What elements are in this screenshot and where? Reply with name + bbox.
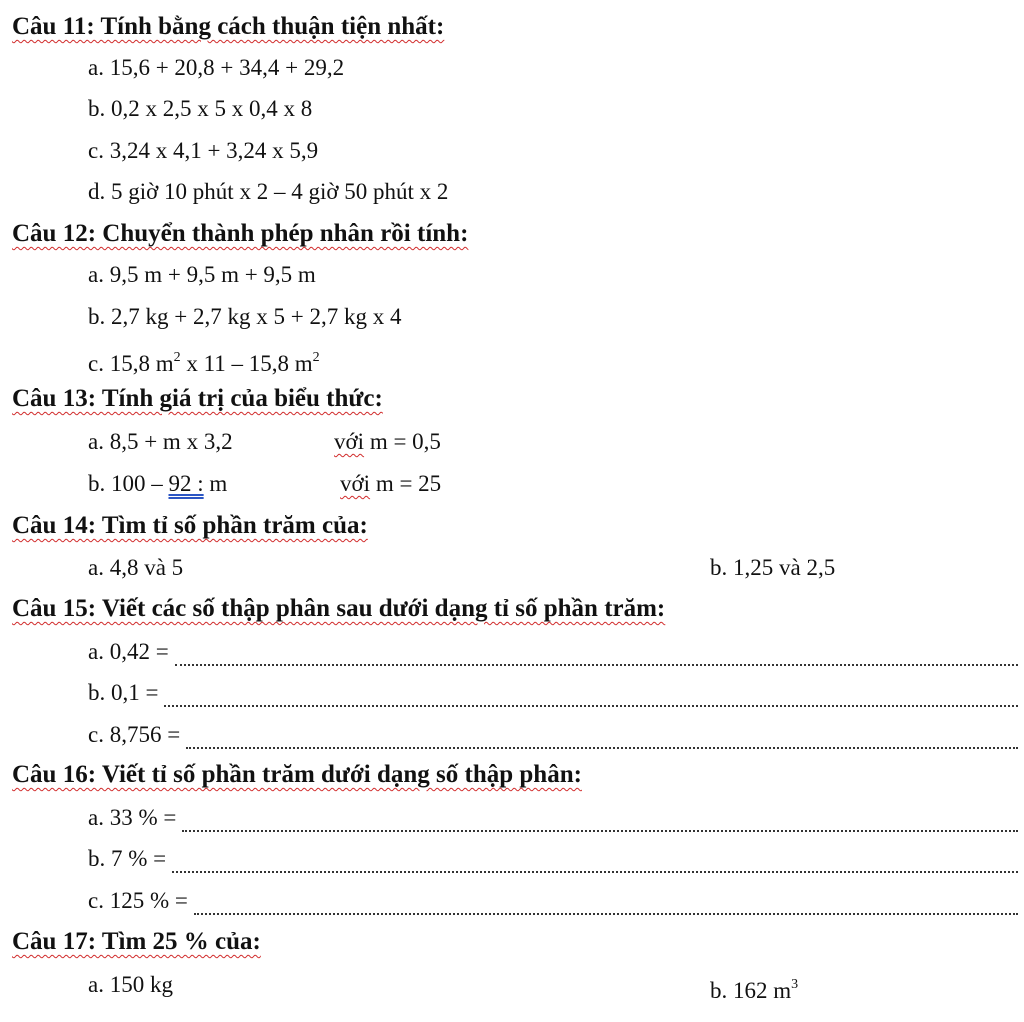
q13-item-b-expression: b. 100 – 92 : m [88,471,228,496]
q15-item-c: c. 8,756 = [88,721,1018,749]
question-11-title: Câu 11: Tính bằng cách thuận tiện nhất: [12,13,445,40]
q16-item-c: c. 125 % = [88,887,1018,915]
question-15-title: Câu 15: Viết các số thập phân sau dưới dạng tỉ số phần trăm: [12,595,666,622]
answer-blank [186,729,1018,749]
q16-item-b: b. 7 % = [88,845,1018,873]
question-13-title: Câu 13: Tính giá trị của biểu thức: [12,385,383,412]
q16-item-a: a. 33 % = [88,804,1018,832]
question-12-title: Câu 12: Chuyển thành phép nhân rồi tính: [12,220,469,247]
q11-item-d: d. 5 giờ 10 phút x 2 – 4 giờ 50 phút x 2 [88,179,449,204]
q13-item-b-condition: với m = 25 [340,471,442,496]
answer-blank [182,812,1018,832]
q14-item-a: a. 4,8 và 5 [88,555,184,580]
question-16-title: Câu 16: Viết tỉ số phần trăm dưới dạng số thập phân: [12,761,582,788]
q15-item-b: b. 0,1 = [88,679,1018,707]
q17-item-b: b. 162 $m^3$ [710,977,799,1003]
answer-blank [175,646,1018,666]
question-17-title: Câu 17: Tìm 25 % của: [12,928,261,955]
answer-blank [172,853,1018,873]
answer-blank [194,895,1018,915]
q17-item-a: a. 150 kg [88,972,173,997]
q13-item-a-condition: với m = 0,5 [334,429,441,454]
q15-item-a: a. 0,42 = [88,638,1018,666]
q13-item-a-expression: a. 8,5 + m x 3,2 [88,429,233,454]
q11-item-b: b. 0,2 x 2,5 x 5 x 0,4 x 8 [88,96,313,121]
q12-item-a: a. 9,5 m + 9,5 m + 9,5 m [88,262,316,287]
q14-item-b: b. 1,25 và 2,5 [710,555,836,580]
q12-item-b: b. 2,7 kg + 2,7 kg x 5 + 2,7 kg x 4 [88,304,402,329]
q12-item-c: c. 15,8 $m^2$ x 11 – 15,8 $m^2$ [88,350,320,376]
q11-item-a: a. 15,6 + 20,8 + 34,4 + 29,2 [88,55,345,80]
q11-item-c: c. 3,24 x 4,1 + 3,24 x 5,9 [88,138,319,163]
question-14-title: Câu 14: Tìm tỉ số phần trăm của: [12,512,368,539]
answer-blank [164,687,1018,707]
